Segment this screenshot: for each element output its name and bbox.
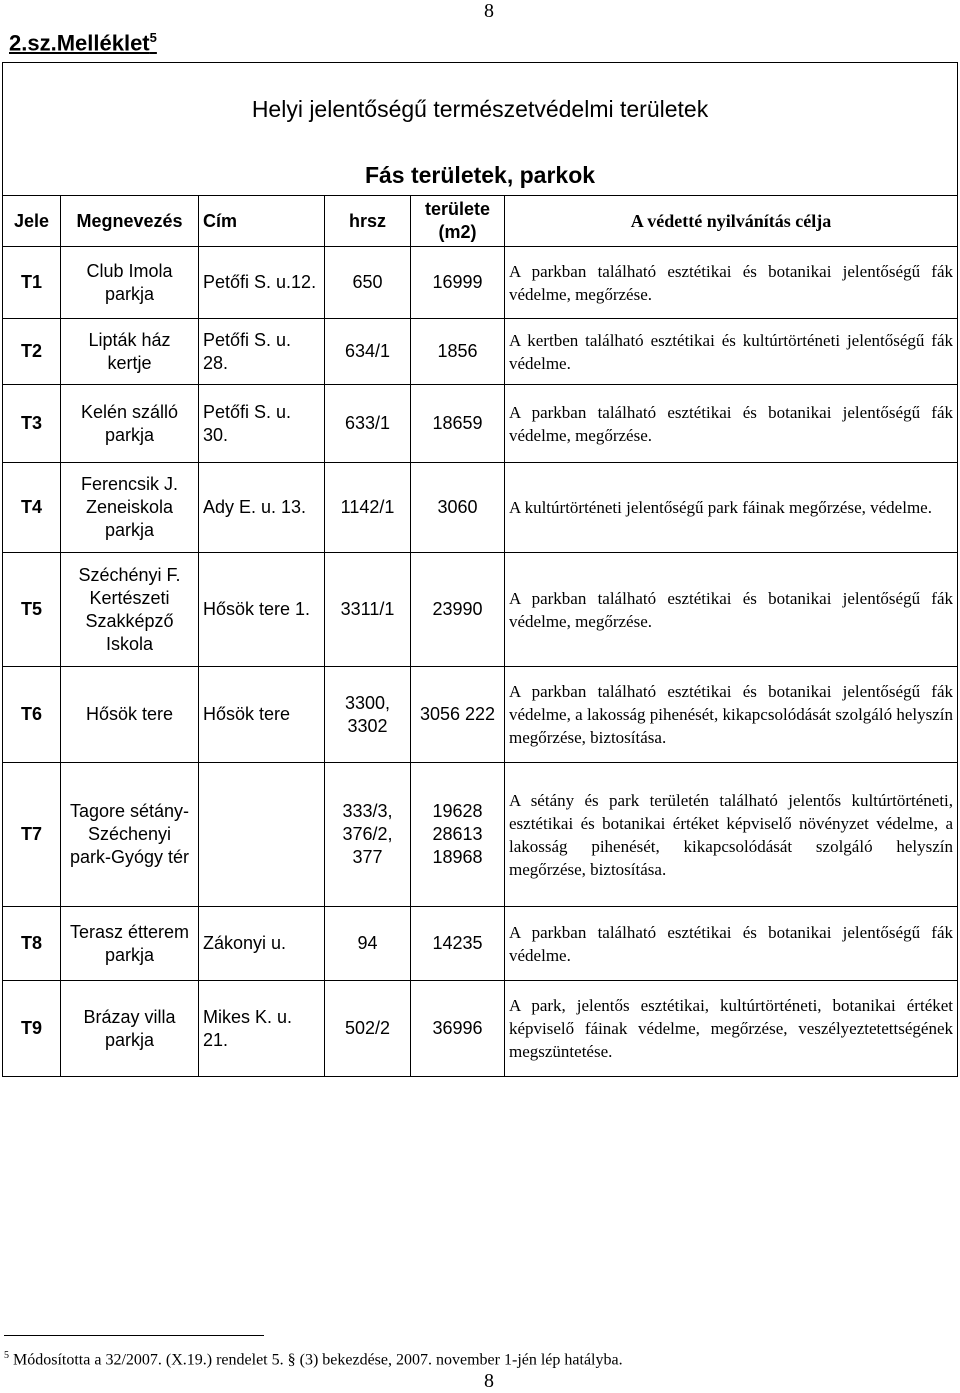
cell-jele: T3 bbox=[3, 385, 61, 463]
table-row bbox=[3, 763, 958, 907]
table-row bbox=[3, 247, 958, 319]
cell-hrsz: 94 bbox=[325, 907, 411, 981]
header-cel: A védetté nyilvánítás célja bbox=[505, 196, 958, 247]
header-megnevezes: Megnevezés bbox=[61, 196, 199, 247]
cell-cim: Mikes K. u. 21. bbox=[199, 981, 325, 1077]
footnote-ref: 5 bbox=[149, 30, 157, 45]
cell-cim: Petőfi S. u. 28. bbox=[199, 319, 325, 385]
cell-terulete: 1856 bbox=[411, 319, 505, 385]
header-terulete: területe (m2) bbox=[411, 196, 505, 247]
cell-terulete: 3056 222 bbox=[411, 667, 505, 763]
cell-jele: T4 bbox=[3, 463, 61, 553]
cell-terulete: 3060 bbox=[411, 463, 505, 553]
cell-terulete: 36996 bbox=[411, 981, 505, 1077]
table-row bbox=[3, 553, 958, 667]
footnote-separator bbox=[4, 1335, 264, 1336]
table-row bbox=[3, 463, 958, 553]
cell-cel: A parkban található esztétikai és botanikai jelentőségű fák védelme. bbox=[505, 907, 958, 981]
cell-jele: T6 bbox=[3, 667, 61, 763]
cell-hrsz: 3300, 3302 bbox=[325, 667, 411, 763]
cell-cim: Ady E. u. 13. bbox=[199, 463, 325, 553]
cell-terulete: 16999 bbox=[411, 247, 505, 319]
cell-cim bbox=[199, 763, 325, 907]
table-row bbox=[3, 385, 958, 463]
annex-title: 2.sz.Melléklet bbox=[9, 30, 150, 56]
page-number-top: 8 bbox=[484, 0, 494, 22]
cell-megnevezes: Tagore sétány-Széchenyi park-Gyógy tér bbox=[61, 763, 199, 907]
header-row bbox=[3, 196, 958, 247]
cell-cim: Petőfi S. u. 30. bbox=[199, 385, 325, 463]
cell-megnevezes: Kelén szálló parkja bbox=[61, 385, 199, 463]
protected-areas-table bbox=[2, 62, 958, 1077]
cell-cim: Hősök tere 1. bbox=[199, 553, 325, 667]
cell-cel: A sétány és park területén található jelentős kultúrtörténeti, esztétikai és botanikai értéket képviselő növényzet védelme, a lakosság pihenését, kikapcsolódását szolgáló helyszín megőrzése, biztosítása. bbox=[505, 763, 958, 907]
cell-cel: A parkban található esztétikai és botanikai jelentőségű fák védelme, megőrzése. bbox=[505, 247, 958, 319]
cell-jele: T1 bbox=[3, 247, 61, 319]
cell-hrsz: 650 bbox=[325, 247, 411, 319]
cell-jele: T9 bbox=[3, 981, 61, 1077]
footnote-text: Módosította a 32/2007. (X.19.) rendelet 5. § (3) bekezdése, 2007. november 1-jén lép hatályba. bbox=[13, 1351, 623, 1369]
cell-hrsz: 634/1 bbox=[325, 319, 411, 385]
cell-cel: A parkban található esztétikai és botanikai jelentőségű fák védelme, megőrzése. bbox=[505, 553, 958, 667]
table-subtitle-text: Fás területek, parkok bbox=[364, 161, 596, 188]
cell-cim: Hősök tere bbox=[199, 667, 325, 763]
cell-megnevezes: Terasz étterem parkja bbox=[61, 907, 199, 981]
footnote bbox=[4, 1350, 623, 1369]
table-row bbox=[3, 981, 958, 1077]
table-title bbox=[3, 63, 958, 156]
cell-terulete: 23990 bbox=[411, 553, 505, 667]
table-row bbox=[3, 319, 958, 385]
cell-jele: T8 bbox=[3, 907, 61, 981]
cell-jele: T2 bbox=[3, 319, 61, 385]
cell-megnevezes: Széchényi F. Kertészeti Szakképző Iskola bbox=[61, 553, 199, 667]
cell-terulete: 14235 bbox=[411, 907, 505, 981]
cell-cel: A kertben található esztétikai és kultúrtörténeti jelentőségű fák védelme. bbox=[505, 319, 958, 385]
cell-megnevezes: Ferencsik J. Zeneiskola parkja bbox=[61, 463, 199, 553]
header-hrsz: hrsz bbox=[325, 196, 411, 247]
page-number-bottom: 8 bbox=[484, 1370, 494, 1392]
footnote-number: 5 bbox=[4, 1350, 9, 1361]
table-subtitle bbox=[3, 155, 958, 196]
cell-megnevezes: Brázay villa parkja bbox=[61, 981, 199, 1077]
cell-cim: Zákonyi u. bbox=[199, 907, 325, 981]
annex-label bbox=[9, 30, 157, 56]
cell-cim: Petőfi S. u.12. bbox=[199, 247, 325, 319]
cell-cel: A kultúrtörténeti jelentőségű park fáinak megőrzése, védelme. bbox=[505, 463, 958, 553]
cell-cel: A park, jelentős esztétikai, kultúrtörténeti, botanikai értéket képviselő fáinak védelme, megőrzése, veszélyeztetettségének megszüntetése. bbox=[505, 981, 958, 1077]
cell-cel: A parkban található esztétikai és botanikai jelentőségű fák védelme, megőrzése. bbox=[505, 385, 958, 463]
cell-jele: T5 bbox=[3, 553, 61, 667]
table-row bbox=[3, 667, 958, 763]
cell-terulete: 18659 bbox=[411, 385, 505, 463]
header-jele: Jele bbox=[3, 196, 61, 247]
cell-cel: A parkban található esztétikai és botanikai jelentőségű fák védelme, a lakosság pihenését, kikapcsolódását szolgáló helyszín megőrzése, biztosítása. bbox=[505, 667, 958, 763]
cell-terulete: 19628 28613 18968 bbox=[411, 763, 505, 907]
cell-hrsz: 1142/1 bbox=[325, 463, 411, 553]
cell-hrsz: 3311/1 bbox=[325, 553, 411, 667]
cell-hrsz: 633/1 bbox=[325, 385, 411, 463]
cell-hrsz: 502/2 bbox=[325, 981, 411, 1077]
cell-jele: T7 bbox=[3, 763, 61, 907]
cell-megnevezes: Lipták ház kertje bbox=[61, 319, 199, 385]
table-row bbox=[3, 907, 958, 981]
table-title-text: Helyi jelentőségű természetvédelmi területek bbox=[251, 95, 709, 122]
header-cim: Cím bbox=[199, 196, 325, 247]
cell-hrsz: 333/3, 376/2, 377 bbox=[325, 763, 411, 907]
cell-megnevezes: Club Imola parkja bbox=[61, 247, 199, 319]
cell-megnevezes: Hősök tere bbox=[61, 667, 199, 763]
